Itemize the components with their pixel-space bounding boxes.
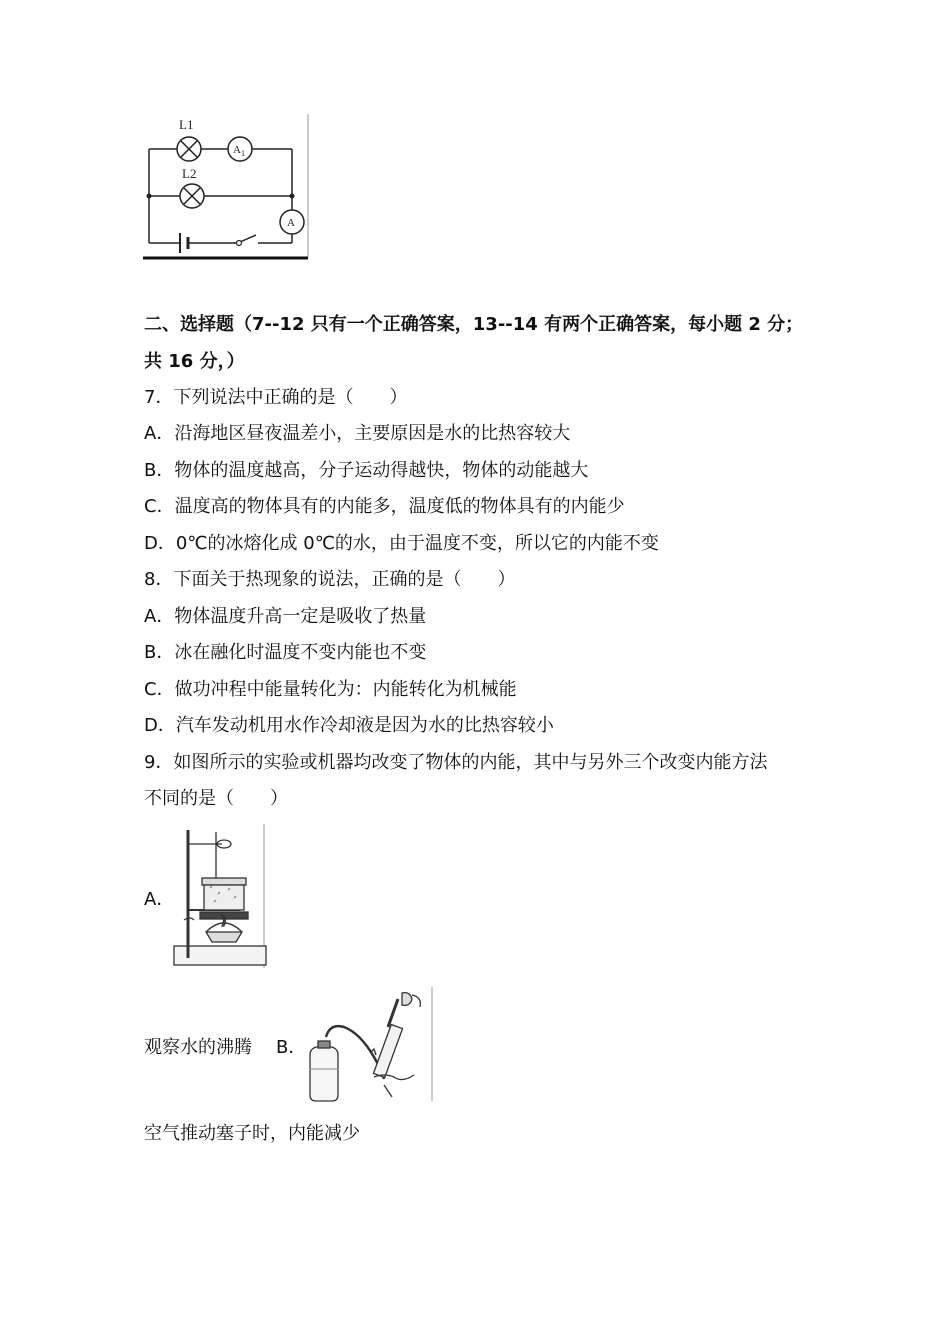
q8-option-c: C．做功冲程中能量转化为：内能转化为机械能: [144, 679, 517, 700]
q9-option-b-label: B．: [276, 1037, 307, 1058]
q9-option-a-caption: 观察水的沸腾: [144, 1037, 252, 1058]
q8-option-b: B．冰在融化时温度不变内能也不变: [144, 642, 427, 663]
section-title-line1: 二、选择题（7--12 只有一个正确答案，13--14 有两个正确答案，每小题 2 分；: [144, 314, 804, 335]
q8-stem: 8．下面关于热现象的说法，正确的是（ ）: [144, 569, 516, 590]
q8-option-a: A．物体温度升高一定是吸收了热量: [144, 606, 427, 627]
ammeter-a-label: A: [287, 217, 295, 229]
ammeter-a1-sub: 1: [241, 149, 245, 158]
q7-option-b: B．物体的温度越高，分子运动得越快，物体的动能越大: [144, 460, 589, 481]
q7-stem: 7．下列说法中正确的是（ ）: [144, 387, 408, 408]
q9-stem-line1: 9．如图所示的实验或机器均改变了物体的内能，其中与另外三个改变内能方法: [144, 752, 768, 773]
pump-bottle-figure: [300, 985, 436, 1105]
q7-option-d: D．0℃的冰熔化成 0℃的水，由于温度不变，所以它的内能不变: [144, 533, 659, 554]
lamp-l1-label: L1: [179, 117, 194, 132]
q7-option-a: A．沿海地区昼夜温差小，主要原因是水的比热容较大: [144, 423, 571, 444]
boiling-water-figure: [170, 822, 268, 970]
q9-stem-line2: 不同的是（ ）: [144, 788, 288, 809]
q8-option-d: D．汽车发动机用水作冷却液是因为水的比热容较小: [144, 715, 554, 736]
q9-option-a-label: A．: [144, 889, 175, 910]
section-title-line2: 共 16 分，）: [144, 351, 245, 372]
circuit-diagram: [140, 112, 312, 262]
q9-option-b-caption: 空气推动塞子时，内能减少: [144, 1123, 360, 1144]
q7-option-c: C．温度高的物体具有的内能多，温度低的物体具有的内能少: [144, 496, 625, 517]
ammeter-a1-label: A: [233, 144, 241, 156]
lamp-l2-label: L2: [182, 166, 197, 181]
